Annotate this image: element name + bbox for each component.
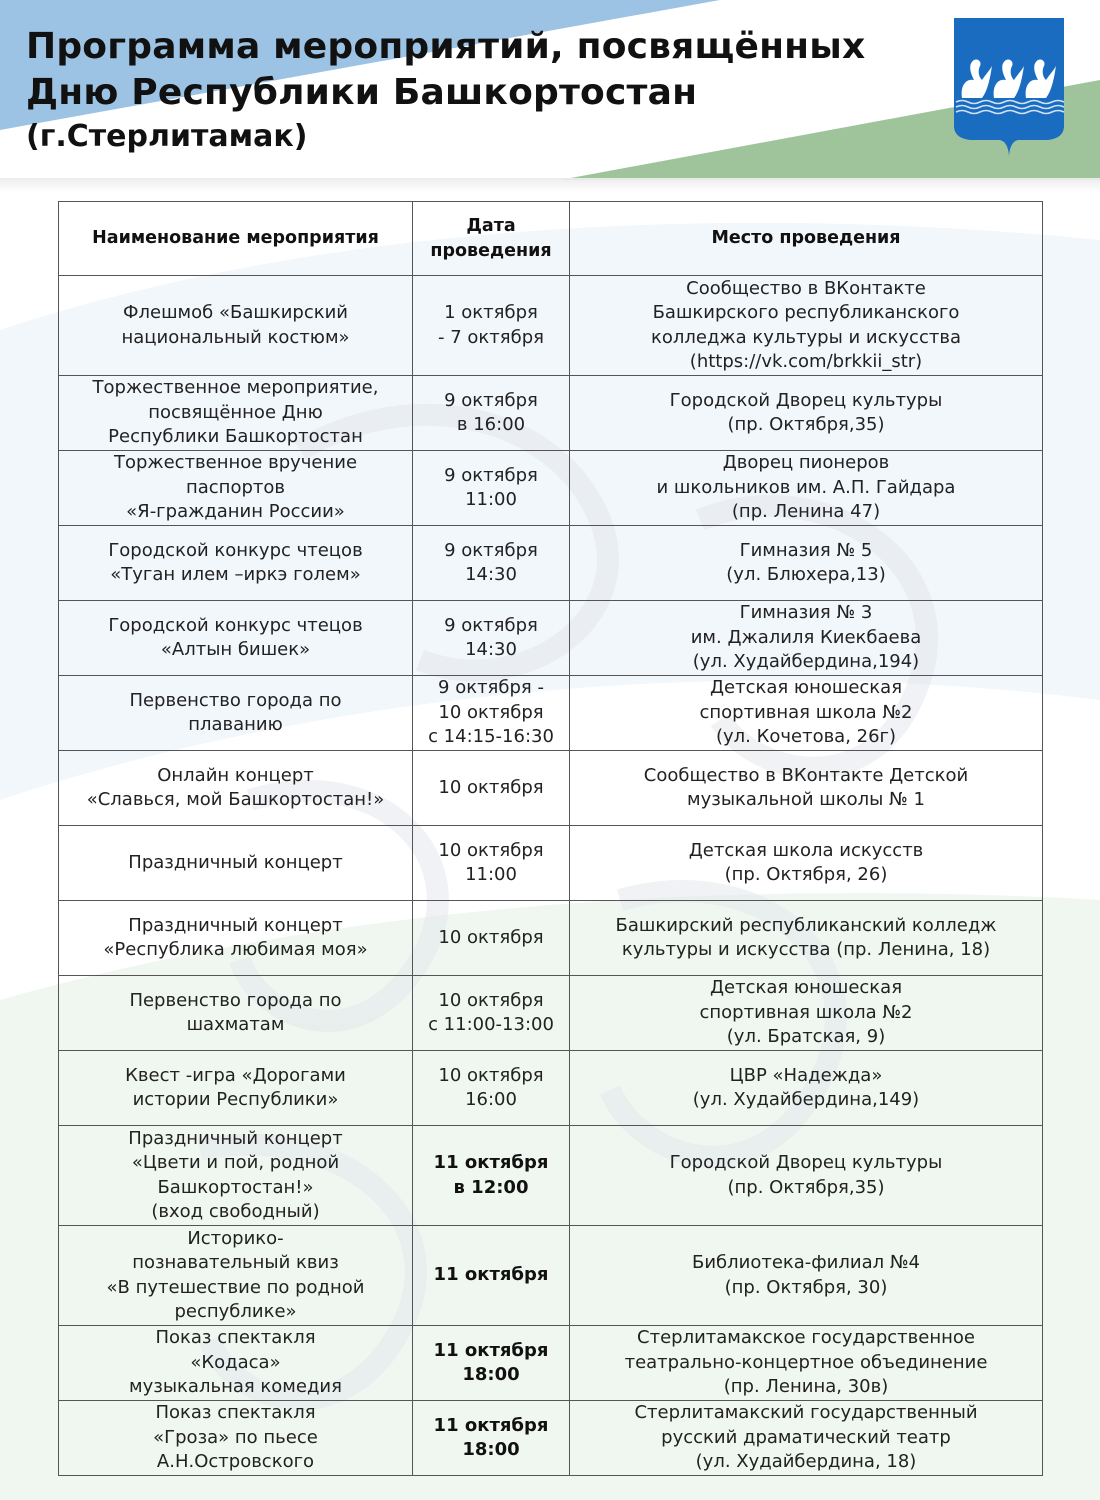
event-place-cell: Сообщество в ВКонтакте Башкирского республиканского колледжа культуры и искусства (https://vk.com/brkkii_str) bbox=[570, 276, 1043, 376]
header-divider bbox=[0, 178, 1100, 192]
event-place-cell: Стерлитамакский государственный русский драматический театр (ул. Худайбердина, 18) bbox=[570, 1401, 1043, 1476]
event-date-cell: 11 октября 18:00 bbox=[413, 1401, 570, 1476]
event-name-cell: Флешмоб «Башкирский национальный костюм» bbox=[59, 276, 413, 376]
event-date-cell: 9 октября в 16:00 bbox=[413, 376, 570, 451]
event-name-cell: Праздничный концерт «Цвети и пой, родной Башкортостан!» (вход свободный) bbox=[59, 1126, 413, 1226]
event-place-cell: ЦВР «Надежда» (ул. Худайбердина,149) bbox=[570, 1051, 1043, 1126]
event-place-cell: Городской Дворец культуры (пр. Октября,35) bbox=[570, 376, 1043, 451]
event-name-cell: Городской конкурс чтецов «Алтын бишек» bbox=[59, 601, 413, 676]
event-name-cell: Первенство города по плаванию bbox=[59, 676, 413, 751]
coat-of-arms-icon bbox=[952, 16, 1066, 158]
page-title bbox=[26, 24, 865, 158]
event-date-cell: 9 октября 14:30 bbox=[413, 526, 570, 601]
event-place-cell: Башкирский республиканский колледж культуры и искусства (пр. Ленина, 18) bbox=[570, 901, 1043, 976]
event-place-cell: Детская юношеская спортивная школа №2 (ул. Кочетова, 26г) bbox=[570, 676, 1043, 751]
event-name-cell: Онлайн концерт «Славься, мой Башкортостан!» bbox=[59, 751, 413, 826]
table-row bbox=[59, 901, 1043, 976]
event-place-cell: Гимназия № 3 им. Джалиля Киекбаева (ул. Худайбердина,194) bbox=[570, 601, 1043, 676]
table-row bbox=[59, 1326, 1043, 1401]
event-place-cell: Детская юношеская спортивная школа №2 (ул. Братская, 9) bbox=[570, 976, 1043, 1051]
table-row bbox=[59, 676, 1043, 751]
event-name-cell: Городской конкурс чтецов «Туган илем –иркэ голем» bbox=[59, 526, 413, 601]
event-date-cell: 9 октября 11:00 bbox=[413, 451, 570, 526]
event-name-cell: Торжественное вручение паспортов «Я-гражданин России» bbox=[59, 451, 413, 526]
event-name-cell: Торжественное мероприятие, посвящённое Дню Республики Башкортостан bbox=[59, 376, 413, 451]
table-row bbox=[59, 1126, 1043, 1226]
event-date-cell: 11 октября bbox=[413, 1226, 570, 1326]
table-row bbox=[59, 1226, 1043, 1326]
event-date-cell: 11 октября в 12:00 bbox=[413, 1126, 570, 1226]
event-name-cell: Квест -игра «Дорогами истории Республики» bbox=[59, 1051, 413, 1126]
table-row bbox=[59, 526, 1043, 601]
column-header-date: Дата проведения bbox=[413, 202, 570, 276]
table-row bbox=[59, 376, 1043, 451]
event-place-cell: Детская школа искусств (пр. Октября, 26) bbox=[570, 826, 1043, 901]
event-place-cell: Дворец пионеров и школьников им. А.П. Гайдара (пр. Ленина 47) bbox=[570, 451, 1043, 526]
title-line-2: Дню Республики Башкортостан bbox=[26, 72, 698, 113]
event-date-cell: 11 октября 18:00 bbox=[413, 1326, 570, 1401]
event-place-cell: Сообщество в ВКонтакте Детской музыкальной школы № 1 bbox=[570, 751, 1043, 826]
event-date-cell: 9 октября 14:30 bbox=[413, 601, 570, 676]
table-row bbox=[59, 451, 1043, 526]
event-name-cell: Показ спектакля «Гроза» по пьесе А.Н.Островского bbox=[59, 1401, 413, 1476]
event-date-cell: 10 октября 11:00 bbox=[413, 826, 570, 901]
event-name-cell: Праздничный концерт «Республика любимая моя» bbox=[59, 901, 413, 976]
table-row bbox=[59, 601, 1043, 676]
event-name-cell: Показ спектакля «Кодаса» музыкальная комедия bbox=[59, 1326, 413, 1401]
event-name-cell: Первенство города по шахматам bbox=[59, 976, 413, 1051]
table-row bbox=[59, 826, 1043, 901]
table-header-row bbox=[59, 202, 1043, 276]
table-row bbox=[59, 976, 1043, 1051]
event-date-cell: 1 октября - 7 октября bbox=[413, 276, 570, 376]
event-date-cell: 10 октября с 11:00-13:00 bbox=[413, 976, 570, 1051]
table-row bbox=[59, 751, 1043, 826]
event-date-cell: 10 октября 16:00 bbox=[413, 1051, 570, 1126]
swan-icons bbox=[962, 59, 1056, 98]
event-date-cell: 10 октября bbox=[413, 901, 570, 976]
event-place-cell: Стерлитамакское государственное театрально-концертное объединение (пр. Ленина, 30в) bbox=[570, 1326, 1043, 1401]
table-row bbox=[59, 1051, 1043, 1126]
event-date-cell: 10 октября bbox=[413, 751, 570, 826]
column-header-event: Наименование мероприятия bbox=[59, 202, 413, 276]
table-row bbox=[59, 1401, 1043, 1476]
event-place-cell: Городской Дворец культуры (пр. Октября,35) bbox=[570, 1126, 1043, 1226]
event-name-cell: Праздничный концерт bbox=[59, 826, 413, 901]
event-place-cell: Библиотека-филиал №4 (пр. Октября, 30) bbox=[570, 1226, 1043, 1326]
event-place-cell: Гимназия № 5 (ул. Блюхера,13) bbox=[570, 526, 1043, 601]
title-line-3: (г.Стерлитамак) bbox=[26, 119, 308, 154]
column-header-place: Место проведения bbox=[570, 202, 1043, 276]
events-table bbox=[58, 201, 1043, 1476]
title-line-1: Программа мероприятий, посвящённых bbox=[26, 26, 866, 67]
event-date-cell: 9 октября - 10 октября с 14:15-16:30 bbox=[413, 676, 570, 751]
event-name-cell: Историко- познавательный квиз «В путешествие по родной республике» bbox=[59, 1226, 413, 1326]
table-row bbox=[59, 276, 1043, 376]
